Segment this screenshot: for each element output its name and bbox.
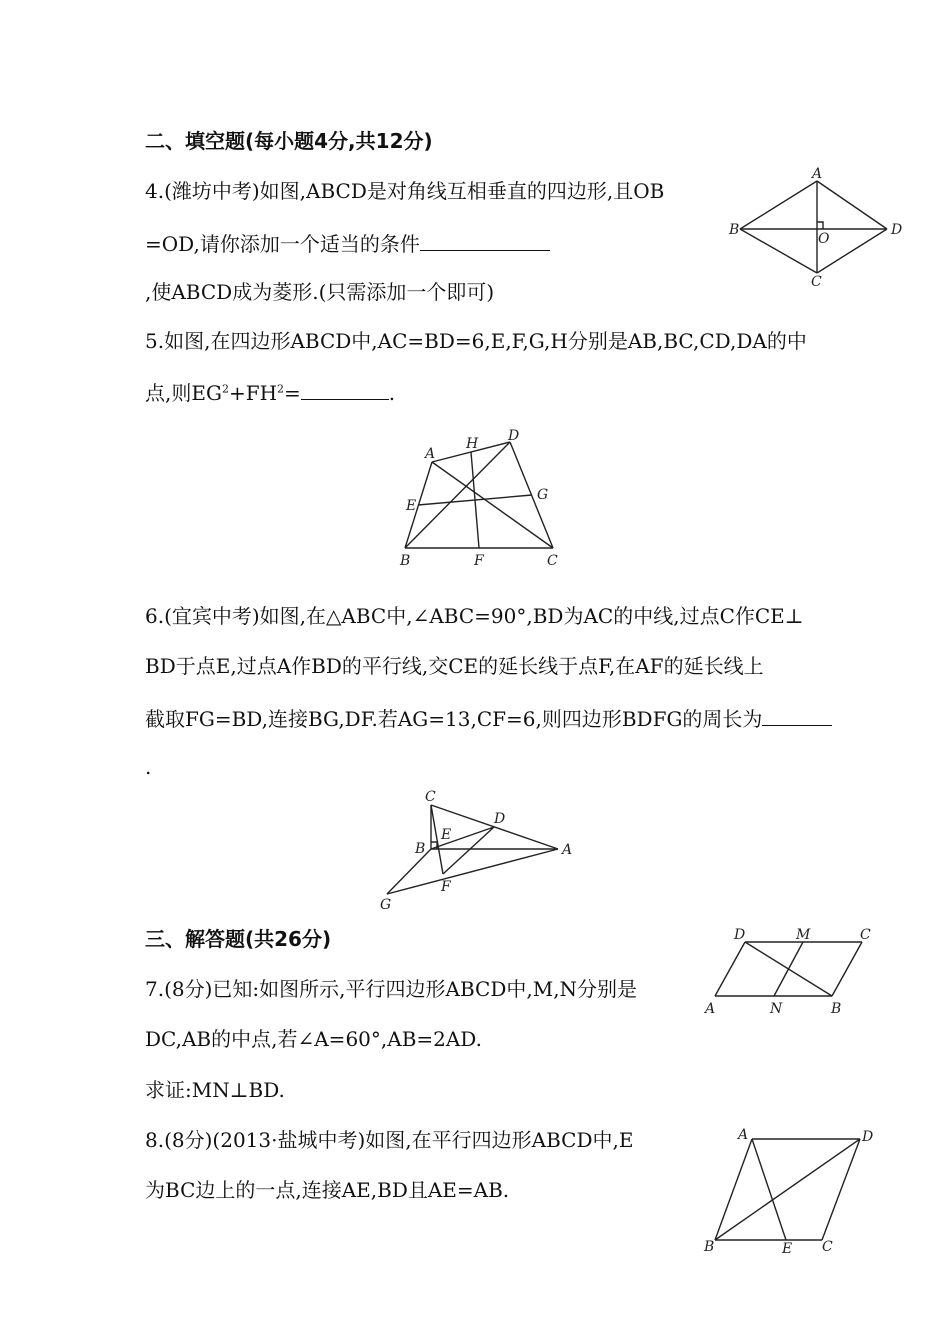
q6-text-line-1: 6.(宜宾中考)如图,在△ABC中,∠ABC=90°,BD为AC的中线,过点C作CE⊥ — [145, 604, 804, 628]
q7-text-line-3: 求证:MN⊥BD. — [145, 1078, 285, 1102]
q6-label-d: D — [494, 811, 506, 827]
q4-right-angle-mark — [817, 222, 823, 229]
q7-label-d: D — [734, 927, 746, 943]
q6-label-g: G — [380, 897, 392, 913]
q5-sup-1: 2 — [221, 382, 229, 396]
q4-edge-bc — [740, 229, 817, 273]
q8-edge-ab — [715, 1139, 752, 1240]
q5-label-g: G — [537, 487, 549, 503]
q4-text-line-1: 4.(潍坊中考)如图,ABCD是对角线互相垂直的四边形,且OB — [145, 179, 665, 203]
q4-label-d: D — [891, 222, 903, 238]
q7-text-line-1: 7.(8分)已知:如图所示,平行四边形ABCD中,M,N分别是 — [145, 977, 638, 1001]
q4-edge-ab — [740, 181, 817, 229]
q8-label-a: A — [738, 1127, 749, 1143]
q5-answer-blank[interactable] — [301, 381, 389, 400]
q6-text-line-3-content: 截取FG=BD,连接BG,DF.若AG=13,CF=6,则四边形BDFG的周长为 — [145, 707, 763, 731]
q7-edge-da — [715, 942, 745, 996]
q6-answer-blank[interactable] — [762, 707, 832, 726]
q6-label-b: B — [415, 841, 426, 857]
q4-edge-ad — [817, 181, 887, 229]
q8-text-line-2: 为BC边上的一点,连接AE,BD且AE=AB. — [145, 1178, 510, 1202]
section-heading-solutions: 三、解答题(共26分) — [145, 927, 332, 951]
q8-segment-ae — [752, 1139, 786, 1240]
q5-label-b: B — [400, 553, 411, 569]
q8-diagonal-bd — [715, 1139, 860, 1240]
q7-label-n: N — [770, 1001, 783, 1017]
q7-edge-cb — [832, 942, 862, 996]
q6-text-line-4: . — [145, 755, 152, 779]
q5-sup-2: 2 — [277, 382, 285, 396]
q8-label-e: E — [782, 1241, 793, 1257]
q4-text-line-3: ,使ABCD成为菱形.(只需添加一个即可) — [145, 280, 495, 304]
q7-segment-mn — [774, 942, 803, 996]
section-heading-fill-blank: 二、填空题(每小题4分,共12分) — [145, 129, 433, 153]
q5-text-eg: 点,则EG — [145, 381, 222, 405]
q6-figure-triangle — [375, 785, 585, 915]
q5-text-end: . — [388, 381, 396, 405]
q6-text-line-2: BD于点E,过点A作BD的平行线,交CE的延长线于点F,在AF的延长线上 — [145, 654, 764, 678]
q8-label-b: B — [704, 1239, 715, 1255]
q4-answer-blank[interactable] — [420, 232, 550, 251]
q4-label-b: B — [729, 222, 740, 238]
q4-label-o: O — [818, 231, 830, 247]
q7-label-b: B — [831, 1001, 842, 1017]
q5-label-d: D — [508, 428, 520, 444]
q4-label-c: C — [811, 274, 822, 290]
q4-label-a: A — [812, 166, 823, 182]
q8-figure-parallelogram — [700, 1122, 885, 1262]
q4-text-line-2-content: =OD,请你添加一个适当的条件 — [145, 232, 420, 256]
q5-diagonal-bd — [405, 442, 510, 548]
q8-label-d: D — [862, 1129, 874, 1145]
q6-segment-ag — [387, 849, 558, 894]
q6-label-c: C — [425, 789, 436, 805]
q5-text-line-2 — [145, 381, 395, 403]
q4-text-line-2 — [145, 232, 550, 254]
q7-text-line-2: DC,AB的中点,若∠A=60°,AB=2AD. — [145, 1027, 482, 1051]
q5-label-c: C — [547, 553, 558, 569]
q5-text-eq: = — [284, 381, 301, 405]
q4-figure-rhombus — [725, 165, 910, 290]
q5-label-a: A — [425, 446, 436, 462]
q5-text-fh: +FH — [228, 381, 278, 405]
q7-label-c: C — [860, 927, 871, 943]
q7-figure-parallelogram — [700, 922, 885, 1020]
q8-text-line-1: 8.(8分)(2013·盐城中考)如图,在平行四边形ABCD中,E — [145, 1128, 634, 1152]
q7-label-a: A — [705, 1001, 716, 1017]
q8-label-c: C — [822, 1239, 833, 1255]
q5-label-e: E — [406, 498, 417, 514]
q6-label-f: F — [441, 879, 451, 895]
q5-text-line-1: 5.如图,在四边形ABCD中,AC=BD=6,E,F,G,H分别是AB,BC,CD,DA的中 — [145, 329, 807, 353]
q6-label-a: A — [562, 842, 573, 858]
q6-text-line-3 — [145, 707, 832, 729]
q8-edge-dc — [822, 1139, 860, 1240]
q5-figure-quadrilateral — [390, 425, 570, 575]
q7-label-m: M — [796, 927, 811, 943]
q5-label-f: F — [474, 553, 484, 569]
q5-label-h: H — [466, 436, 479, 452]
q6-label-e: E — [441, 827, 452, 843]
